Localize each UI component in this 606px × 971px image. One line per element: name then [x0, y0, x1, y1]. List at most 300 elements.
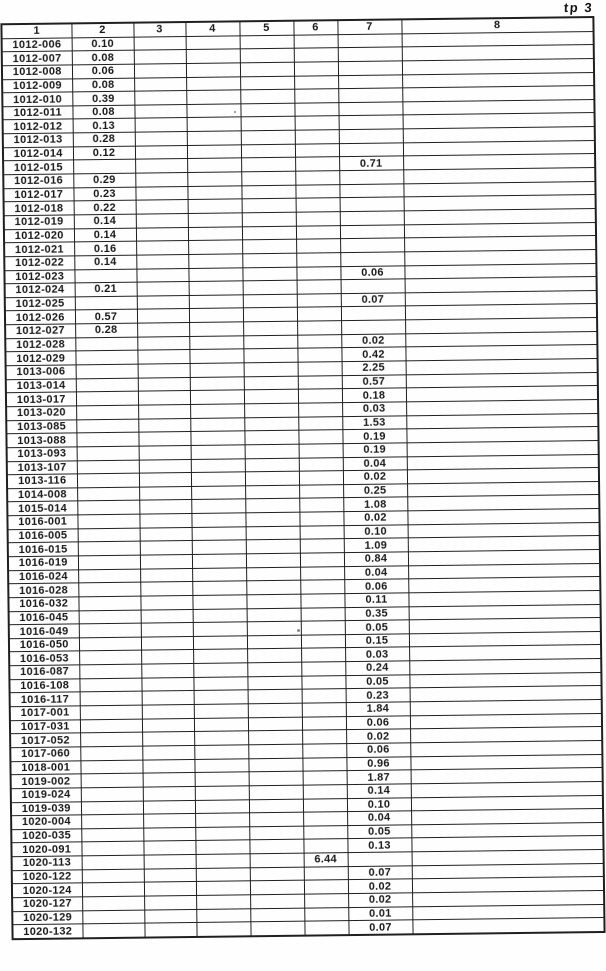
value-cell	[295, 116, 339, 130]
row-id-cell: 1016-005	[8, 529, 78, 543]
value-cell: 1.53	[342, 415, 406, 429]
value-cell	[139, 473, 191, 487]
value-cell	[73, 160, 135, 174]
value-cell	[188, 254, 242, 268]
value-cell	[241, 158, 295, 172]
value-cell	[296, 253, 340, 267]
value-cell: 0.04	[343, 456, 407, 470]
value-cell	[339, 184, 403, 198]
value-cell	[303, 798, 347, 812]
value-cell	[81, 773, 143, 787]
value-cell	[243, 280, 297, 294]
value-cell	[196, 895, 250, 909]
value-cell: 0.10	[344, 525, 408, 539]
value-cell	[302, 757, 346, 771]
value-cell	[340, 252, 404, 266]
value-cell: 0.10	[72, 37, 134, 51]
value-cell	[141, 609, 193, 623]
value-cell: 0.02	[348, 893, 412, 907]
value-cell	[302, 703, 346, 717]
row-id-cell: 1020-113	[12, 856, 82, 870]
value-cell	[244, 430, 298, 444]
value-cell	[142, 718, 194, 732]
value-cell	[138, 377, 190, 391]
value-cell	[244, 376, 298, 390]
value-cell	[136, 227, 188, 241]
value-cell	[135, 186, 187, 200]
value-cell	[142, 704, 194, 718]
value-cell	[144, 909, 196, 923]
value-cell	[79, 637, 141, 651]
value-cell	[141, 677, 193, 691]
value-cell	[189, 322, 243, 336]
value-cell	[298, 416, 342, 430]
column-header: 6	[293, 20, 337, 35]
value-cell	[295, 171, 339, 185]
value-cell	[192, 527, 246, 541]
value-cell	[190, 390, 244, 404]
row-id-cell: 1020-129	[12, 910, 82, 924]
row-id-cell: 1019-039	[11, 801, 81, 815]
value-cell	[81, 801, 143, 815]
value-cell	[134, 50, 186, 64]
value-cell	[245, 485, 299, 499]
value-cell	[338, 61, 402, 75]
value-cell	[300, 525, 344, 539]
value-cell: 0.01	[348, 906, 412, 920]
value-cell	[192, 567, 246, 581]
value-cell	[78, 582, 140, 596]
value-cell	[187, 117, 241, 131]
row-id-cell: 1016-117	[10, 692, 80, 706]
value-cell	[80, 719, 142, 733]
value-cell	[246, 567, 300, 581]
value-cell	[340, 211, 404, 225]
value-cell: 0.11	[344, 593, 408, 607]
value-cell	[142, 745, 194, 759]
value-cell	[242, 226, 296, 240]
value-cell	[189, 336, 243, 350]
row-id-cell: 1012-009	[2, 78, 72, 92]
value-cell	[190, 431, 244, 445]
value-cell	[339, 170, 403, 184]
value-cell: 0.18	[342, 388, 406, 402]
value-cell	[187, 158, 241, 172]
value-cell	[137, 309, 189, 323]
value-cell: 0.04	[347, 811, 411, 825]
value-cell: 0.13	[73, 119, 135, 133]
row-id-cell: 1013-107	[7, 460, 77, 474]
value-cell	[79, 623, 141, 637]
value-cell	[295, 143, 339, 157]
value-cell	[243, 349, 297, 363]
value-cell	[78, 596, 140, 610]
value-cell: 0.02	[343, 470, 407, 484]
value-cell	[188, 213, 242, 227]
value-cell	[195, 813, 249, 827]
column-header: 3	[133, 22, 185, 37]
value-cell	[140, 554, 192, 568]
value-cell	[141, 650, 193, 664]
value-cell	[339, 115, 403, 129]
value-cell: 0.03	[342, 402, 406, 416]
value-cell	[241, 117, 295, 131]
value-cell	[191, 445, 245, 459]
value-cell	[196, 881, 250, 895]
value-cell	[195, 786, 249, 800]
value-cell	[301, 675, 345, 689]
value-cell	[249, 812, 303, 826]
value-cell	[79, 678, 141, 692]
row-id-cell: 1014-008	[7, 488, 77, 502]
value-cell	[245, 458, 299, 472]
column-header: 5	[239, 21, 293, 36]
row-id-cell: 1016-019	[8, 556, 78, 570]
value-cell	[240, 76, 294, 90]
value-cell	[142, 759, 194, 773]
value-cell	[193, 608, 247, 622]
row-id-cell: 1013-088	[6, 433, 76, 447]
row-id-cell: 1013-020	[6, 406, 76, 420]
value-cell	[248, 703, 302, 717]
value-cell: 1.84	[346, 702, 410, 716]
value-cell	[77, 514, 139, 528]
row-id-cell: 1012-013	[3, 133, 73, 147]
column-header: 4	[185, 21, 239, 36]
value-cell	[189, 281, 243, 295]
value-cell	[186, 76, 240, 90]
value-cell	[194, 690, 248, 704]
value-cell: 0.06	[340, 265, 404, 279]
value-cell	[136, 241, 188, 255]
value-cell	[136, 254, 188, 268]
column-header: 2	[71, 23, 133, 38]
value-cell	[192, 540, 246, 554]
row-id-cell: 1013-085	[6, 419, 76, 433]
value-cell	[302, 689, 346, 703]
value-cell: 0.57	[342, 375, 406, 389]
value-cell: 0.02	[346, 729, 410, 743]
value-cell	[139, 500, 191, 514]
value-cell: 0.02	[343, 511, 407, 525]
value-cell	[80, 746, 142, 760]
value-cell	[135, 159, 187, 173]
value-cell	[242, 239, 296, 253]
value-cell	[82, 855, 144, 869]
value-cell	[241, 171, 295, 185]
value-cell	[249, 771, 303, 785]
value-cell: 0.05	[345, 620, 409, 634]
value-cell	[247, 608, 301, 622]
value-cell: 0.06	[346, 715, 410, 729]
value-cell	[142, 691, 194, 705]
value-cell	[241, 130, 295, 144]
value-cell	[295, 130, 339, 144]
row-id-cell: 1012-008	[2, 65, 72, 79]
value-cell	[296, 212, 340, 226]
value-cell	[80, 705, 142, 719]
value-cell	[187, 145, 241, 159]
row-id-cell: 1012-020	[4, 229, 74, 243]
value-cell: 0.21	[75, 282, 137, 296]
value-cell	[76, 419, 138, 433]
value-cell: 1.08	[343, 497, 407, 511]
value-cell	[192, 595, 246, 609]
value-cell	[139, 486, 191, 500]
row-id-cell: 1020-004	[11, 815, 81, 829]
value-cell	[242, 212, 296, 226]
value-cell	[138, 364, 190, 378]
value-cell	[338, 34, 402, 48]
value-cell	[135, 145, 187, 159]
row-id-cell: 1012-010	[2, 92, 72, 106]
value-cell: 1.09	[344, 538, 408, 552]
value-cell	[142, 732, 194, 746]
value-cell: 0.39	[72, 91, 134, 105]
value-cell	[296, 225, 340, 239]
value-cell	[302, 730, 346, 744]
row-id-cell: 1012-021	[4, 242, 74, 256]
row-id-cell: 1013-017	[6, 392, 76, 406]
row-id-cell: 1020-122	[12, 870, 82, 884]
value-cell	[301, 634, 345, 648]
row-id-cell: 1012-015	[3, 160, 73, 174]
value-cell: 0.02	[348, 879, 412, 893]
value-cell: 0.16	[74, 241, 136, 255]
value-cell	[243, 294, 297, 308]
row-id-cell: 1013-093	[7, 447, 77, 461]
value-cell	[76, 391, 138, 405]
value-cell	[135, 173, 187, 187]
scan-speckle	[234, 111, 236, 113]
value-cell	[294, 102, 338, 116]
row-id-cell: 1012-007	[2, 51, 72, 65]
value-cell	[141, 664, 193, 678]
value-cell	[297, 321, 341, 335]
value-cell	[140, 527, 192, 541]
value-cell	[246, 540, 300, 554]
value-cell	[248, 730, 302, 744]
row-id-cell: 1012-019	[4, 215, 74, 229]
value-cell	[81, 842, 143, 856]
value-cell	[194, 731, 248, 745]
value-cell	[187, 131, 241, 145]
value-cell	[297, 348, 341, 362]
value-cell	[250, 880, 304, 894]
value-cell: 0.42	[341, 347, 405, 361]
value-cell	[242, 267, 296, 281]
value-cell: 0.23	[346, 688, 410, 702]
value-cell	[241, 185, 295, 199]
value-cell	[75, 337, 137, 351]
value-cell	[298, 403, 342, 417]
value-cell: 0.14	[74, 255, 136, 269]
row-id-cell: 1017-052	[10, 733, 80, 747]
value-cell: 0.84	[344, 552, 408, 566]
value-cell	[249, 840, 303, 854]
row-id-cell: 1020-132	[12, 924, 82, 939]
value-cell	[348, 852, 412, 866]
value-cell: 0.05	[345, 675, 409, 689]
value-cell: 0.12	[73, 146, 135, 160]
value-cell	[295, 184, 339, 198]
value-cell	[191, 513, 245, 527]
value-cell	[243, 335, 297, 349]
value-cell	[195, 772, 249, 786]
value-cell	[195, 840, 249, 854]
row-id-cell: 1017-001	[10, 706, 80, 720]
value-cell	[295, 157, 339, 171]
value-cell: 0.08	[72, 78, 134, 92]
value-cell	[294, 34, 338, 48]
value-cell	[303, 839, 347, 853]
value-cell	[186, 90, 240, 104]
value-cell: 6.44	[304, 853, 348, 867]
value-cell	[300, 580, 344, 594]
value-cell	[140, 541, 192, 555]
column-header: 1	[1, 23, 71, 38]
value-cell: 0.14	[347, 784, 411, 798]
value-cell: 0.03	[345, 647, 409, 661]
value-cell	[78, 528, 140, 542]
row-id-cell: 1016-045	[9, 610, 79, 624]
value-cell	[244, 417, 298, 431]
value-cell	[80, 732, 142, 746]
row-id-cell: 1013-014	[6, 379, 76, 393]
value-cell	[340, 238, 404, 252]
value-cell	[143, 800, 195, 814]
value-cell	[240, 103, 294, 117]
value-cell	[250, 853, 304, 867]
value-cell: 0.29	[73, 173, 135, 187]
value-cell	[249, 785, 303, 799]
value-cell	[298, 389, 342, 403]
value-cell	[244, 362, 298, 376]
value-cell	[300, 553, 344, 567]
value-cell	[78, 569, 140, 583]
value-cell	[187, 172, 241, 186]
value-cell: 0.57	[75, 310, 137, 324]
value-cell: 0.23	[73, 187, 135, 201]
value-cell	[134, 63, 186, 77]
value-cell	[81, 828, 143, 842]
value-cell	[299, 498, 343, 512]
value-cell	[140, 595, 192, 609]
value-cell	[144, 855, 196, 869]
value-cell: 0.07	[348, 866, 412, 880]
value-cell	[249, 826, 303, 840]
value-cell: 0.35	[345, 606, 409, 620]
row-id-cell: 1012-006	[2, 38, 72, 52]
row-id-cell: 1016-049	[9, 624, 79, 638]
value-cell	[339, 129, 403, 143]
value-cell	[193, 663, 247, 677]
value-cell: 0.14	[74, 214, 136, 228]
row-id-cell: 1020-124	[12, 883, 82, 897]
value-cell	[299, 471, 343, 485]
value-cell	[144, 923, 196, 938]
value-cell	[79, 664, 141, 678]
value-cell	[304, 866, 348, 880]
value-cell	[77, 446, 139, 460]
data-table	[0, 16, 605, 940]
value-cell	[304, 880, 348, 894]
row-id-cell: 1019-024	[11, 788, 81, 802]
value-cell	[297, 307, 341, 321]
value-cell	[250, 867, 304, 881]
value-cell: 2.25	[342, 361, 406, 375]
value-cell: 0.14	[74, 228, 136, 242]
value-cell	[137, 282, 189, 296]
row-id-cell: 1012-014	[3, 147, 73, 161]
value-cell	[304, 921, 348, 936]
value-cell	[82, 896, 144, 910]
value-cell	[138, 418, 190, 432]
value-cell	[137, 350, 189, 364]
value-cell: 0.10	[347, 797, 411, 811]
value-cell: 0.28	[75, 323, 137, 337]
value-cell	[192, 581, 246, 595]
value-cell	[79, 610, 141, 624]
value-cell	[188, 199, 242, 213]
value-cell: 0.06	[72, 64, 134, 78]
value-cell	[296, 239, 340, 253]
value-cell	[341, 306, 405, 320]
value-cell	[141, 623, 193, 637]
value-cell	[140, 568, 192, 582]
value-cell	[299, 484, 343, 498]
value-cell	[297, 334, 341, 348]
value-cell: 0.07	[341, 293, 405, 307]
value-cell	[303, 812, 347, 826]
value-cell	[136, 268, 188, 282]
value-cell	[248, 744, 302, 758]
value-cell	[244, 389, 298, 403]
value-cell	[241, 144, 295, 158]
value-cell	[338, 88, 402, 102]
row-id-cell: 1015-014	[7, 501, 77, 515]
value-cell	[243, 308, 297, 322]
row-id-cell: 1012-027	[5, 324, 75, 338]
value-cell	[301, 648, 345, 662]
value-cell	[75, 296, 137, 310]
value-cell	[82, 910, 144, 924]
value-cell	[134, 104, 186, 118]
value-cell	[189, 349, 243, 363]
value-cell	[304, 907, 348, 921]
value-cell	[299, 512, 343, 526]
value-cell	[301, 662, 345, 676]
page-corner-label: tp 3	[563, 0, 594, 15]
value-cell	[246, 594, 300, 608]
value-cell	[248, 690, 302, 704]
value-cell	[134, 77, 186, 91]
value-cell	[81, 814, 143, 828]
value-cell	[302, 744, 346, 758]
value-cell	[302, 716, 346, 730]
row-id-cell: 1016-053	[9, 651, 79, 665]
row-id-cell: 1012-011	[2, 106, 72, 120]
value-cell	[74, 269, 136, 283]
value-cell	[191, 458, 245, 472]
value-cell	[296, 266, 340, 280]
value-cell	[77, 487, 139, 501]
value-cell	[303, 825, 347, 839]
value-cell	[190, 417, 244, 431]
value-cell	[193, 636, 247, 650]
value-cell	[189, 308, 243, 322]
value-cell	[294, 75, 338, 89]
